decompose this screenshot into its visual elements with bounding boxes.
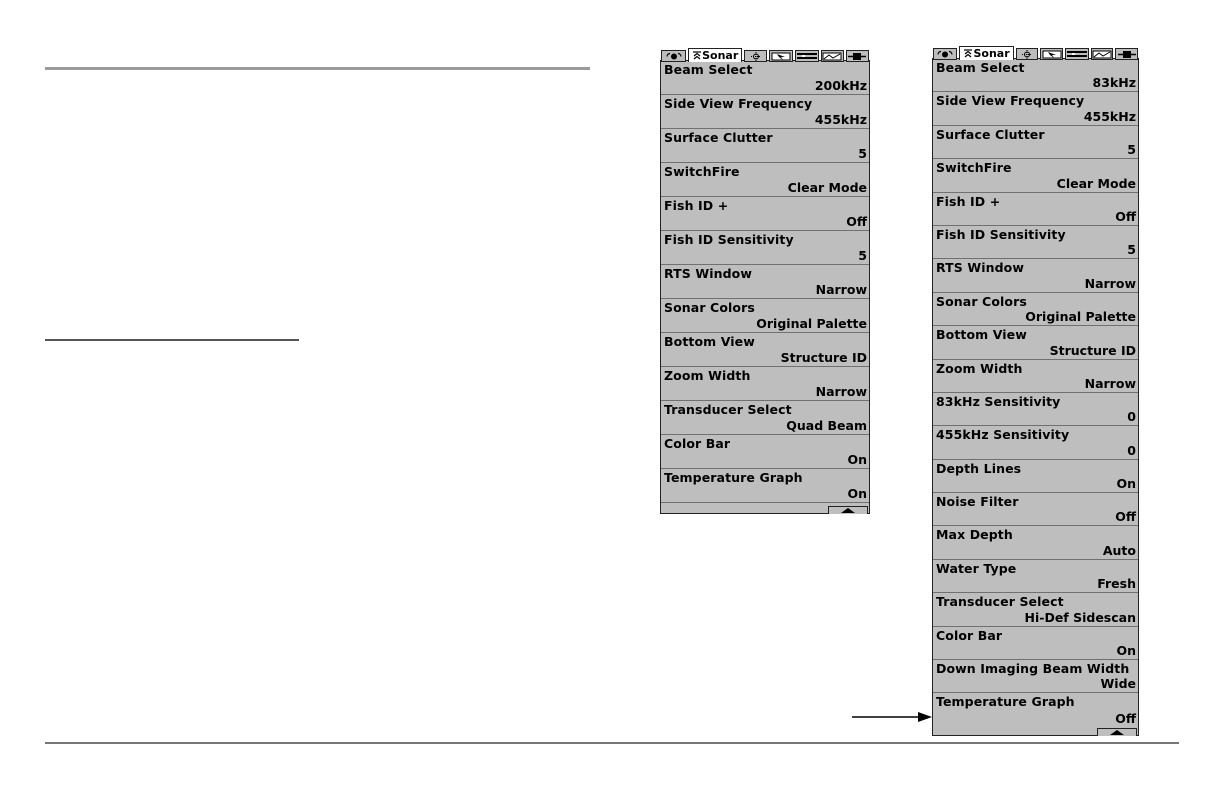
view-icon [1092,50,1112,59]
menu-item-label: Beam Select [936,60,1025,75]
menu-item-value: Off [1115,509,1136,525]
menu-item[interactable] [933,92,1138,125]
menu-item[interactable] [661,197,869,231]
menu-item[interactable] [933,526,1138,559]
menu-item[interactable] [661,61,869,95]
menu-item[interactable] [933,693,1138,726]
menu-item-value: 5 [1127,242,1136,258]
menu-item-value: Structure ID [1049,342,1136,358]
menu-item-value: On [1116,643,1136,659]
menu-item-value: Clear Mode [1056,175,1136,191]
menu-item[interactable] [933,193,1138,226]
menu-item-label: Transducer Select [664,402,792,417]
menu-item-label: Temperature Graph [664,470,803,485]
menu-item-label: Side View Frequency [664,96,813,111]
menu-item-label: Sonar Colors [664,300,755,315]
menu-tabs [933,46,1138,60]
alarm-icon [936,50,954,59]
menu-item-label: Transducer Select [936,594,1064,610]
menu-item[interactable] [933,126,1138,159]
navigation-icon [1042,50,1062,59]
menu-item-value: Original Palette [756,316,867,331]
sonar-menu-advanced [932,47,1139,736]
menu-item[interactable] [661,129,869,163]
menu-item-value: Narrow [815,384,867,399]
menu-item[interactable] [933,493,1138,526]
menu-item-value: On [847,486,867,501]
alarm-icon [665,52,683,61]
menu-item-label: Noise Filter [936,494,1019,510]
menu-item[interactable] [933,560,1138,593]
menu-item-label: Bottom View [664,334,755,349]
tab-sonar[interactable] [959,46,1013,60]
menu-item-value: 0 [1127,409,1136,425]
menu-item-value: Narrow [1084,375,1136,391]
navigation-icon [771,52,791,61]
menu-item-value: Narrow [1084,275,1136,291]
menu-item[interactable] [933,59,1138,92]
menu-item-label: Beam Select [664,62,753,77]
menu-item-value: 5 [858,146,867,161]
menu-item-label: Sonar Colors [936,293,1027,309]
menu-item-label: Water Type [936,560,1017,576]
menu-item-label: Fish ID Sensitivity [664,232,794,247]
menu-item-label: SwitchFire [664,164,740,179]
scroll-up-icon [841,508,855,513]
menu-item-label: Depth Lines [936,460,1022,476]
menu-item-value: Off [846,214,867,229]
menu-item[interactable] [933,326,1138,359]
menu-item[interactable] [933,393,1138,426]
menu-item[interactable] [933,159,1138,192]
menu-item-label: Zoom Width [664,368,751,383]
menu-item[interactable] [661,469,869,503]
menu-item-label: Fish ID Sensitivity [936,226,1066,242]
menu-item[interactable] [661,435,869,469]
selection-pointer-arrow [852,711,934,723]
menu-item-value: Auto [1102,542,1136,558]
menu-item-label: Color Bar [936,627,1003,643]
menu-item-label: RTS Window [664,266,752,281]
setup-icon [749,52,763,61]
menu-item[interactable] [661,401,869,435]
menu-item-value: Clear Mode [787,180,867,195]
section-underline [45,339,299,341]
menu-item-label: Fish ID + [664,198,729,213]
menu-item[interactable] [933,593,1138,626]
tab-label: Sonar [702,49,739,62]
menu-item-value: Off [1115,208,1136,224]
menu-item-value: Wide [1100,676,1136,692]
chart-icon [796,52,818,61]
menu-item-value: Quad Beam [786,418,867,433]
menu-item-label: Temperature Graph [936,694,1075,710]
menu-item[interactable] [661,95,869,129]
top-rule [45,67,590,70]
sonar-icon [692,51,702,60]
menu-item-value: Hi-Def Sidescan [1024,609,1136,625]
menu-item[interactable] [933,293,1138,326]
menu-item[interactable] [933,226,1138,259]
menu-item-value: Structure ID [780,350,867,365]
menu-item-label: Down Imaging Beam Width [936,661,1130,677]
setup-icon [1020,50,1034,59]
menu-tabs [661,48,869,62]
accessories-icon [1117,50,1137,59]
menu-item-value: Off [1115,710,1136,726]
menu-item-value: On [847,452,867,467]
menu-item-label: Zoom Width [936,360,1023,376]
menu-item[interactable] [661,299,869,333]
menu-item-label: SwitchFire [936,160,1012,176]
menu-item-value: 5 [1127,142,1136,158]
menu-item-value: 455kHz [814,112,867,127]
menu-item[interactable] [933,660,1138,693]
menu-item-label: Surface Clutter [936,126,1045,142]
footer-rule [45,742,1179,744]
sonar-icon [963,49,973,58]
menu-item[interactable] [661,163,869,197]
menu-item-label: Max Depth [936,527,1013,543]
chart-icon [1066,50,1088,59]
menu-item-label: Surface Clutter [664,130,773,145]
menu-item-value: 455kHz [1083,108,1136,124]
menu-item-label: Side View Frequency [936,93,1085,109]
menu-item-label: 83kHz Sensitivity [936,393,1061,409]
menu-item[interactable] [661,333,869,367]
menu-item-label: Bottom View [936,327,1027,343]
scroll-up-button[interactable] [1097,728,1137,736]
menu-item[interactable] [661,265,869,299]
menu-item-label: Fish ID + [936,193,1001,209]
scroll-up-icon [1110,730,1124,735]
menu-item[interactable] [933,426,1138,459]
menu-item-value: 200kHz [814,78,867,93]
menu-item[interactable] [661,231,869,265]
menu-item[interactable] [933,259,1138,292]
menu-item-value: 5 [858,248,867,263]
menu-item-value: 83kHz [1092,75,1136,91]
menu-item-label: 455kHz Sensitivity [936,427,1070,443]
menu-item[interactable] [933,460,1138,493]
view-icon [822,52,842,61]
sonar-menu-default [660,49,870,514]
menu-item-value: Original Palette [1025,309,1136,325]
menu-item-value: On [1116,476,1136,492]
menu-item-value: 0 [1127,442,1136,458]
menu-item-label: RTS Window [936,260,1024,276]
menu-item[interactable] [933,627,1138,660]
tab-sonar[interactable] [688,48,742,62]
accessories-icon [847,52,867,61]
menu-item[interactable] [933,360,1138,393]
scroll-up-button[interactable] [828,506,868,514]
tab-label: Sonar [973,47,1010,60]
menu-item-label: Color Bar [664,436,731,451]
menu-item-value: Fresh [1097,576,1136,592]
menu-item[interactable] [661,367,869,401]
menu-item-value: Narrow [815,282,867,297]
